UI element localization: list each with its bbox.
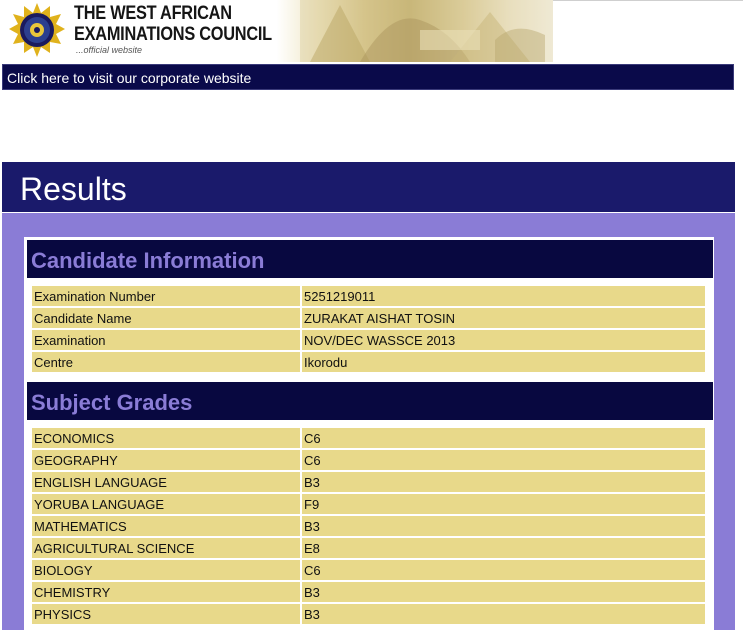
subject-grade: B3	[302, 582, 705, 602]
site-banner	[0, 0, 553, 62]
banner-divider	[553, 0, 743, 1]
table-row	[32, 582, 705, 604]
subject-grade: E8	[302, 538, 705, 558]
subject-grades-header	[27, 382, 713, 420]
section-title: Candidate Information	[31, 248, 265, 273]
section-title: Subject Grades	[31, 390, 193, 415]
org-tagline: ...official website	[76, 45, 143, 55]
subject-grade: C6	[302, 450, 705, 470]
subject-grade: B3	[302, 604, 705, 624]
subject-name: CHEMISTRY	[32, 582, 300, 602]
field-value: 5251219011	[302, 286, 705, 306]
results-content	[24, 237, 714, 630]
table-row	[32, 516, 705, 538]
subject-name: ENGLISH LANGUAGE	[32, 472, 300, 492]
table-row	[32, 330, 705, 352]
banner-photo	[300, 0, 553, 62]
org-name-line2: EXAMINATIONS COUNCIL	[74, 24, 272, 45]
table-row	[32, 450, 705, 472]
corporate-nav-bar	[2, 64, 734, 90]
subject-name: PHYSICS	[32, 604, 300, 624]
candidate-info-table	[32, 286, 705, 374]
table-row	[32, 560, 705, 582]
subject-name: ECONOMICS	[32, 428, 300, 448]
subject-grades-table	[32, 428, 705, 626]
waec-seal-icon	[8, 2, 66, 60]
field-label: Examination	[32, 330, 300, 350]
subject-name: YORUBA LANGUAGE	[32, 494, 300, 514]
subject-grade: B3	[302, 472, 705, 492]
subject-grade: F9	[302, 494, 705, 514]
subject-name: AGRICULTURAL SCIENCE	[32, 538, 300, 558]
subject-grade: C6	[302, 428, 705, 448]
field-value: ZURAKAT AISHAT TOSIN	[302, 308, 705, 328]
field-label: Examination Number	[32, 286, 300, 306]
table-row	[32, 352, 705, 374]
table-row	[32, 308, 705, 330]
results-panel	[2, 213, 735, 630]
corporate-website-link[interactable]: Click here to visit our corporate website	[7, 70, 252, 86]
results-header	[2, 162, 735, 212]
table-row	[32, 494, 705, 516]
field-value: NOV/DEC WASSCE 2013	[302, 330, 705, 350]
table-row	[32, 604, 705, 626]
subject-name: MATHEMATICS	[32, 516, 300, 536]
table-row	[32, 428, 705, 450]
subject-name: GEOGRAPHY	[32, 450, 300, 470]
subject-name: BIOLOGY	[32, 560, 300, 580]
subject-grade: B3	[302, 516, 705, 536]
candidate-info-header	[27, 240, 713, 278]
org-name-line1: THE WEST AFRICAN	[74, 3, 232, 24]
field-value: Ikorodu	[302, 352, 705, 372]
field-label: Candidate Name	[32, 308, 300, 328]
table-row	[32, 286, 705, 308]
page-title: Results	[20, 171, 127, 207]
field-label: Centre	[32, 352, 300, 372]
table-row	[32, 472, 705, 494]
table-row	[32, 538, 705, 560]
subject-grade: C6	[302, 560, 705, 580]
